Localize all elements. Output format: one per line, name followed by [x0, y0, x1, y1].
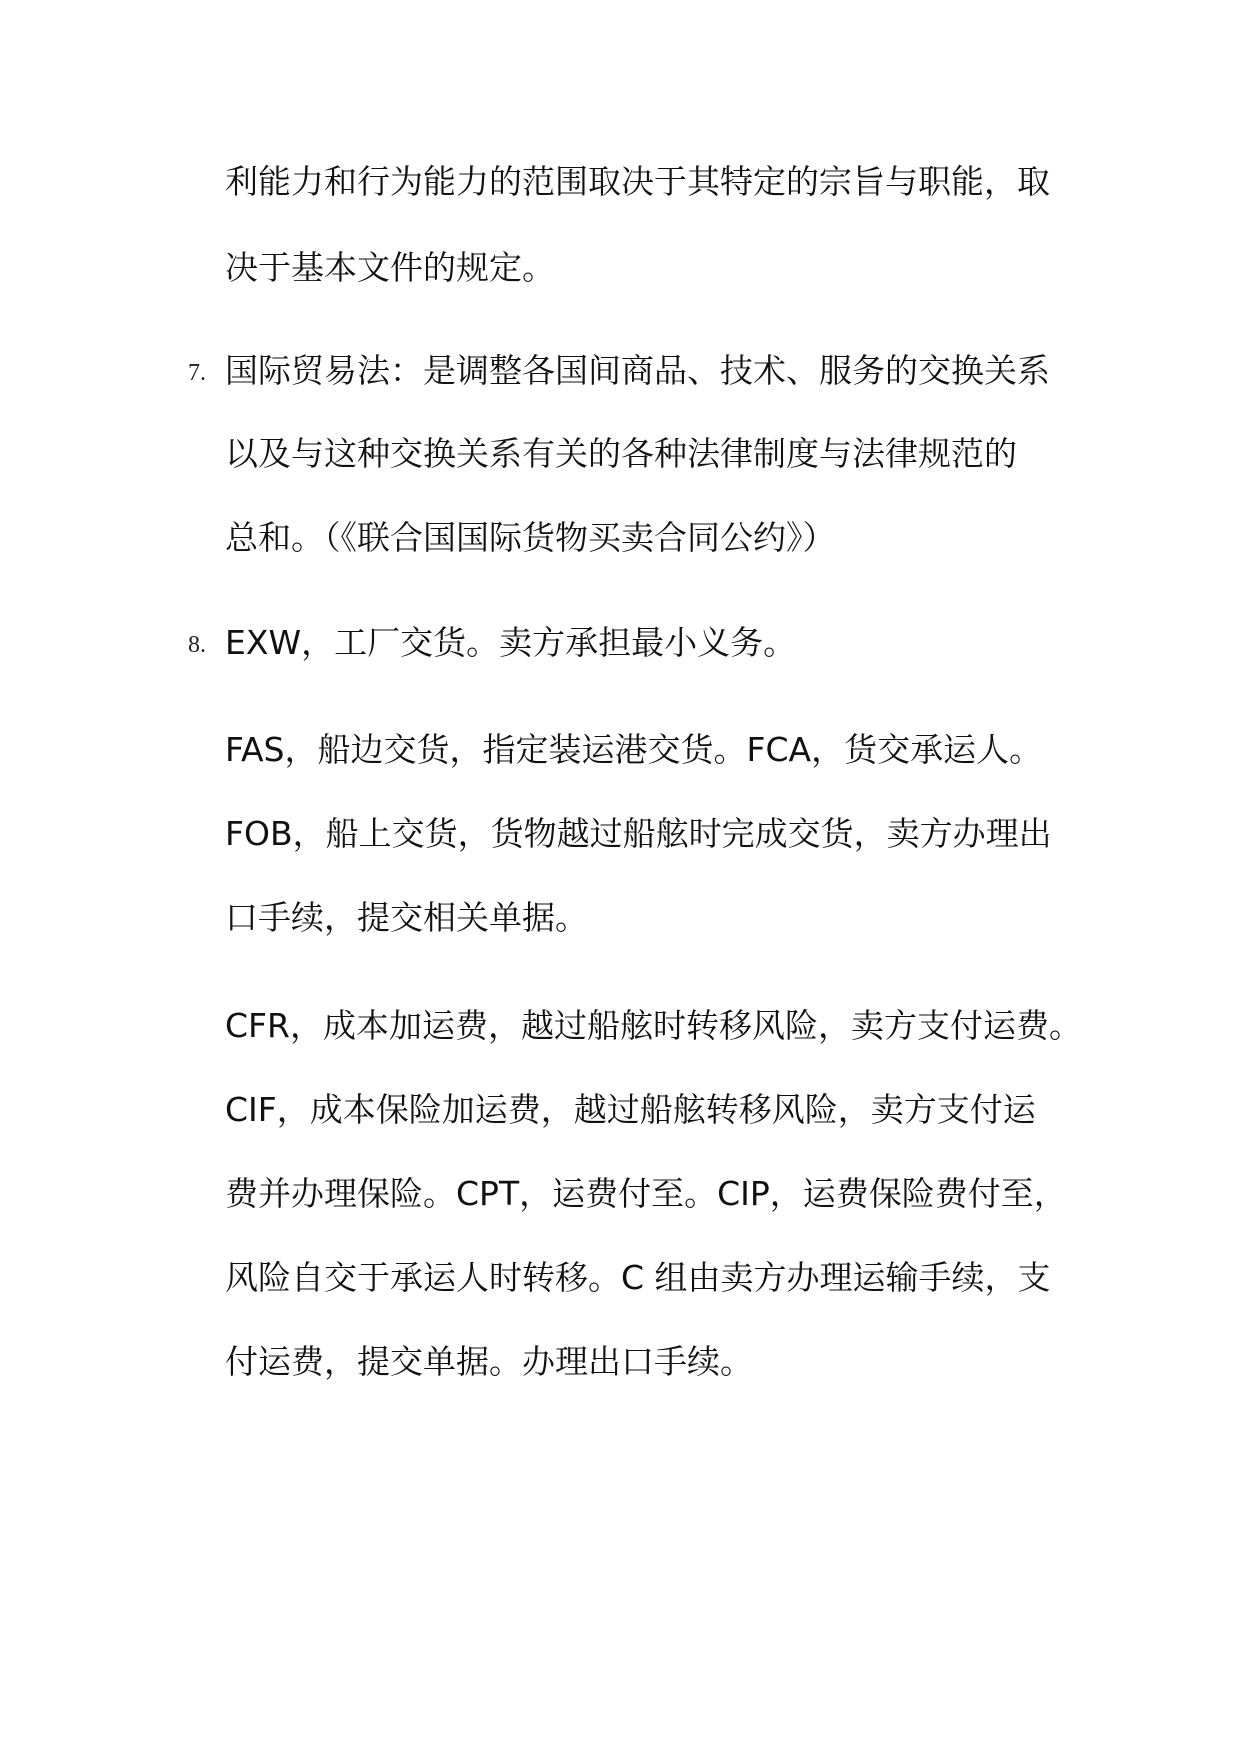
paragraph-line: 国际贸易法：是调整各国间商品、技术、服务的交换关系: [225, 351, 1050, 390]
list-item-number: 8.: [188, 632, 206, 658]
list-item-number: 7.: [188, 360, 206, 386]
paragraph-line: FOB，船上交货，货物越过船舷时完成交货，卖方办理出: [225, 814, 1052, 853]
paragraph-line: 以及与这种交换关系有关的各种法律制度与法律规范的: [225, 434, 1017, 473]
paragraph-line: 口手续，提交相关单据。: [225, 898, 588, 937]
paragraph-line: 利能力和行为能力的范围取决于其特定的宗旨与职能，取: [225, 162, 1050, 201]
paragraph-line: 风险自交于承运人时转移。C 组由卖方办理运输手续，支: [225, 1258, 1051, 1297]
paragraph-line: CIF，成本保险加运费，越过船舷转移风险，卖方支付运: [225, 1090, 1036, 1129]
paragraph-line: 费并办理保险。CPT，运费付至。CIP，运费保险费付至，: [225, 1174, 1067, 1213]
paragraph-line: EXW，工厂交货。卖方承担最小义务。: [225, 623, 797, 662]
paragraph-line: 付运费，提交单据。办理出口手续。: [225, 1342, 753, 1381]
paragraph-line: 总和。（《联合国国际货物买卖合同公约》）: [225, 518, 836, 557]
paragraph-line: 决于基本文件的规定。: [225, 248, 555, 287]
paragraph-line: CFR，成本加运费，越过船舷时转移风险，卖方支付运费。: [225, 1006, 1082, 1045]
paragraph-line: FAS，船边交货，指定装运港交货。FCA，货交承运人。: [225, 730, 1043, 769]
